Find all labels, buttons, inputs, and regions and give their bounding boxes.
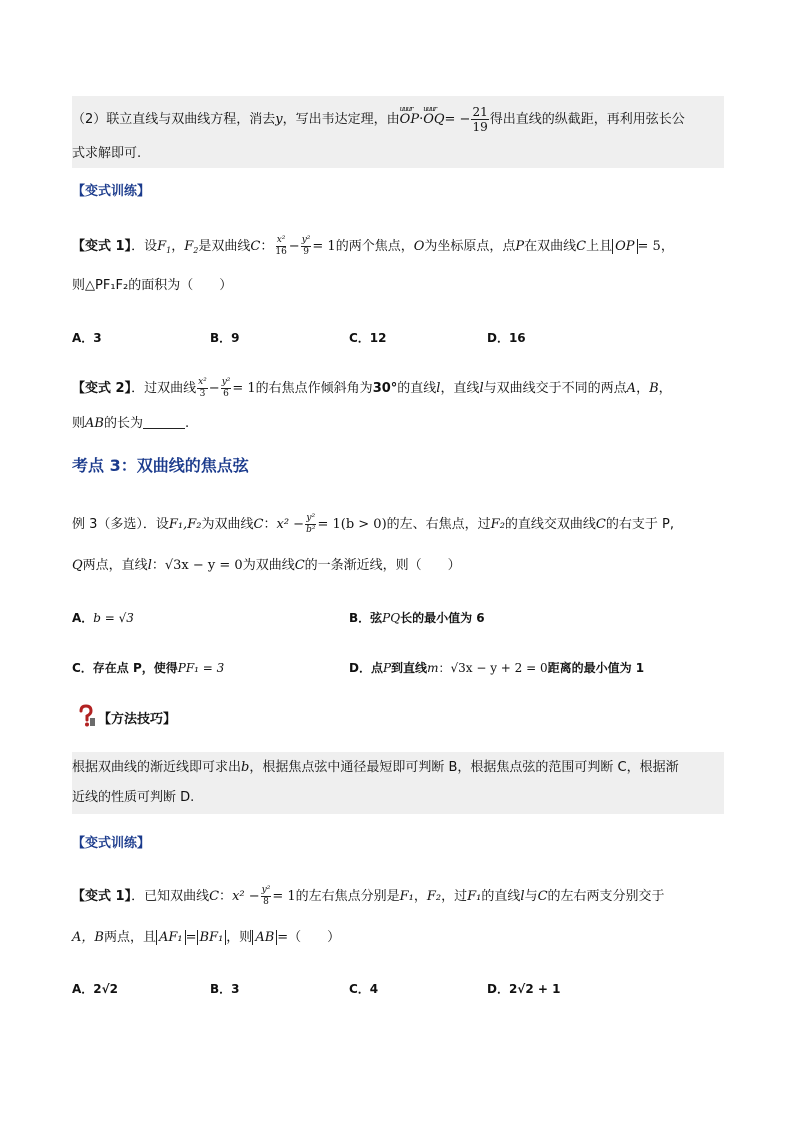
variant-1b-option-b[interactable]: B．3 <box>210 982 240 996</box>
fraction-y2-6: $\frac{\text{y²}}{6}$ <box>221 377 231 399</box>
variant-1-option-c[interactable]: C．12 <box>349 331 387 345</box>
section-heading-3: 考点 3：双曲线的焦点弦 <box>72 456 249 475</box>
example-3-option-b[interactable]: B．弦PQ长的最小值为 6 <box>349 611 485 625</box>
variant-1b-question-line-2: A，B两点，且 AF₁ = BF₁ ，则 AB =（ ） <box>72 930 341 945</box>
fraction-x2-16: $\frac{\text{x²}}{16}$ <box>275 235 287 257</box>
variant-2-question-line-2: 则AB的长为 . <box>72 416 190 431</box>
example-3-option-a[interactable]: A．b = √3 <box>72 611 134 625</box>
example-3-line-1: 例 3（多选）．设F₁,F₂为双曲线C：x² − $\frac{\text{y²}}{\text{b²}}$ = 1(b > 0)的左、右焦点，过F₂的直线交双曲线C的右支于 P, <box>72 513 674 535</box>
vector-oq: uuur OQ <box>423 110 444 130</box>
example-3-option-c[interactable]: C．存在点 P，使得PF₁ = 3 <box>72 661 225 675</box>
variant-2-question-line-1: 【变式 2】．过双曲线 $\frac{\text{x²}}{3}$ − $\frac{\text{y²}}{6}$ = 1的右焦点作倾斜角为30°的直线l，直线l与双曲线交于不同的两点A，B， <box>72 377 672 399</box>
hint-line-2: 式求解即可. <box>72 146 142 161</box>
section-variant-training-1: 【变式训练】 <box>72 184 151 199</box>
fraction-21-19: $\frac{21}{19}$ <box>472 105 488 134</box>
variant-1b-option-d[interactable]: D．2√2 + 1 <box>487 982 561 996</box>
fraction-y2-b2: $\frac{\text{y²}}{\text{b²}}$ <box>306 513 316 535</box>
fraction-y2-9: $\frac{\text{y²}}{9}$ <box>301 235 311 257</box>
hint-line-1: （2）联立直线与双曲线方程，消去y，写出韦达定理，由uuur OP·uuur OQ= − $\frac{21}{19}$ 得出直线的纵截距，再利用弦长公 <box>72 106 685 133</box>
variant-1-question-line-2: 则△PF₁F₂的面积为（ ） <box>72 278 233 293</box>
fraction-y2-8: $\frac{\text{y²}}{8}$ <box>261 885 271 907</box>
tips-line-2: 近线的性质可判断 D. <box>72 790 195 805</box>
fraction-x2-3: $\frac{\text{x²}}{3}$ <box>198 377 207 399</box>
variant-1b-option-a[interactable]: A．2√2 <box>72 982 118 996</box>
variant-1-question-line-1: 【变式 1】．设$F_1$，$F_2$是双曲线C： $\frac{\text{x²}}{16}$ − $\frac{\text{y²}}{9}$ = 1的两个焦点，O为坐标原点，点P在双曲线C上且 OP = 5， <box>72 235 674 257</box>
variant-1b-question-line-1: 【变式 1】．已知双曲线C：x² − $\frac{\text{y²}}{8}$ = 1的左右焦点分别是F₁，F₂，过F₁的直线l与C的左右两支分别交于 <box>72 885 665 907</box>
variant-1-option-a[interactable]: A．3 <box>72 331 102 345</box>
example-3-line-2: Q两点，直线l：√3x − y = 0为双曲线C的一条渐近线，则（ ） <box>72 558 461 573</box>
variant-1b-option-c[interactable]: C．4 <box>349 982 379 996</box>
variant-1-option-d[interactable]: D．16 <box>487 331 526 345</box>
example-3-option-d[interactable]: D．点P到直线m：√3x − y + 2 = 0距离的最小值为 1 <box>349 661 645 675</box>
method-tips-label: 【方法技巧】 <box>98 712 177 727</box>
section-variant-training-2: 【变式训练】 <box>72 836 151 851</box>
answer-blank[interactable] <box>143 416 185 429</box>
tips-line-1: 根据双曲线的渐近线即可求出b，根据焦点弦中通径最短即可判断 B，根据焦点弦的范围可判断 C，根据渐 <box>72 760 679 775</box>
variant-1-option-b[interactable]: B．9 <box>210 331 240 345</box>
question-mark-icon <box>76 704 96 728</box>
vector-op: uuur OP <box>400 110 419 130</box>
